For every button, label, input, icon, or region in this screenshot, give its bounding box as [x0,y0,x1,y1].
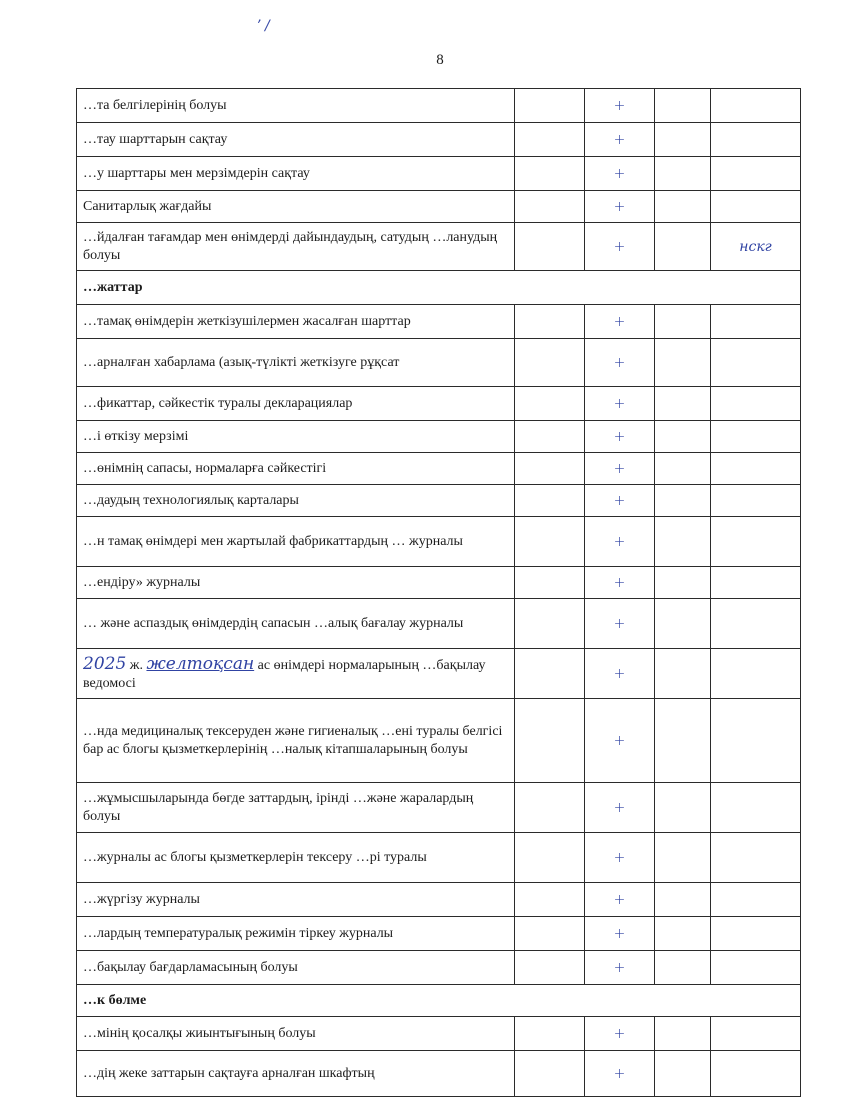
section-row [77,271,801,305]
row-text [77,649,515,699]
row-text [77,883,515,917]
row-text [77,833,515,883]
cell-empty [711,699,801,783]
cell-empty [711,191,801,223]
cell-empty [515,951,585,985]
row-label: Санитарлық жағдайы [83,198,212,214]
cell-empty [711,453,801,485]
table-row [77,223,801,271]
row-label: …арналған хабарлама (азық-түлікті жеткізуге рұқсат [83,354,400,370]
cell-empty [655,649,711,699]
row-label: ас өнімдері нормаларының …бақылау ведомосі [83,657,486,691]
cell-empty [655,917,711,951]
row-label: …даудың технологиялық карталары [83,492,299,508]
row-text [77,191,515,223]
cell-empty [655,387,711,421]
row-text [77,305,515,339]
check-mark: + [585,917,655,951]
table-row [77,951,801,985]
cell-empty [711,305,801,339]
table-row [77,157,801,191]
row-label: …к бөлме [83,992,147,1008]
row-text [77,1051,515,1097]
cell-empty [655,223,711,271]
row-text [77,699,515,783]
cell-empty [711,917,801,951]
table-row [77,485,801,517]
cell-empty [655,123,711,157]
row-label: …дің жеке заттарын сақтауға арналған шкафтың [83,1065,375,1081]
cell-empty [655,1051,711,1097]
row-label: …жаттар [83,279,143,295]
row-label: …нда медициналық тексеруден және гигиеналық …ені туралы белгісі бар ас блогы қызметкерлерінің …налық кітапшаларының болуы [83,723,503,757]
cell-empty [655,339,711,387]
check-mark: + [585,123,655,157]
cell-empty [711,339,801,387]
check-mark: + [585,339,655,387]
cell-empty [515,649,585,699]
cell-empty [655,485,711,517]
table-row [77,191,801,223]
cell-empty [711,883,801,917]
cell-empty [515,387,585,421]
table-row [77,783,801,833]
cell-empty [515,917,585,951]
cell-empty [711,485,801,517]
check-mark: + [585,453,655,485]
cell-empty [515,305,585,339]
row-label: …өнімнің сапасы, нормаларға сәйкестігі [83,460,327,476]
row-text [77,271,801,305]
table-row [77,883,801,917]
table-row [77,1051,801,1097]
row-label: … және аспаздық өнімдердің сапасын …алық бағалау журналы [83,615,464,631]
row-text [77,917,515,951]
table-row [77,339,801,387]
table-row [77,699,801,783]
cell-empty [711,599,801,649]
cell-empty [515,567,585,599]
cell-empty [655,157,711,191]
check-mark: + [585,305,655,339]
cell-empty [655,783,711,833]
row-text [77,339,515,387]
cell-empty [711,1017,801,1051]
cell-empty [711,123,801,157]
cell-empty [515,339,585,387]
cell-empty [711,421,801,453]
cell-empty [711,387,801,421]
table-row [77,649,801,699]
check-mark: + [585,833,655,883]
row-text [77,157,515,191]
row-label: …фикаттар, сәйкестік туралы декларациялар [83,395,353,411]
row-label: …бақылау бағдарламасының болуы [83,959,298,975]
row-text [77,985,801,1017]
handwritten-note: нскг [711,223,801,271]
table-row [77,1017,801,1051]
check-mark: + [585,421,655,453]
row-label: …жүргізу журналы [83,891,200,907]
table-row [77,421,801,453]
cell-empty [515,883,585,917]
check-mark: + [585,485,655,517]
cell-empty [515,223,585,271]
cell-empty [515,599,585,649]
row-text [77,951,515,985]
year-suffix: ж. [129,657,143,673]
row-text [77,387,515,421]
check-mark: + [585,1017,655,1051]
cell-empty [655,951,711,985]
cell-empty [515,833,585,883]
row-label: …тау шарттарын сақтау [83,131,228,147]
row-text [77,223,515,271]
cell-empty [655,517,711,567]
row-text [77,485,515,517]
table-row [77,387,801,421]
row-label: …лардың температуралық режимін тіркеу журналы [83,925,394,941]
check-mark: + [585,567,655,599]
table-row [77,917,801,951]
cell-empty [711,833,801,883]
row-text [77,517,515,567]
check-mark: + [585,223,655,271]
row-label: …йдалған тағамдар мен өнімдерді дайындаудың, сатудың …ланудың болуы [83,229,498,263]
check-mark: + [585,157,655,191]
cell-empty [515,517,585,567]
check-mark: + [585,649,655,699]
row-label: …тамақ өнімдерін жеткізушілермен жасалған шарттар [83,313,411,329]
check-mark: + [585,783,655,833]
check-mark: + [585,191,655,223]
check-mark: + [585,883,655,917]
cell-empty [655,305,711,339]
check-mark: + [585,387,655,421]
row-label: …і өткізу мерзімі [83,428,189,444]
cell-empty [515,89,585,123]
table-row [77,517,801,567]
cell-empty [711,951,801,985]
handwritten-month: желтоқсан [146,653,255,674]
cell-empty [655,833,711,883]
row-text [77,599,515,649]
row-text [77,89,515,123]
row-label: …ендіру» журналы [83,574,201,590]
row-label: …н тамақ өнімдері мен жартылай фабрикаттардың … журналы [83,533,463,549]
table-row [77,453,801,485]
table-row [77,123,801,157]
cell-empty [655,453,711,485]
row-text [77,453,515,485]
cell-empty [711,567,801,599]
row-label: …у шарттары мен мерзімдерін сақтау [83,165,310,181]
cell-empty [711,157,801,191]
cell-empty [515,191,585,223]
cell-empty [655,883,711,917]
handwritten-mark: ’ / [256,18,270,34]
cell-empty [655,89,711,123]
row-text [77,783,515,833]
page-number: 8 [436,52,444,68]
check-mark: + [585,517,655,567]
cell-empty [655,1017,711,1051]
cell-empty [515,485,585,517]
check-mark: + [585,89,655,123]
cell-empty [655,191,711,223]
row-text [77,1017,515,1051]
table-row [77,833,801,883]
cell-empty [655,567,711,599]
checklist-table [76,88,801,1097]
cell-empty [515,1051,585,1097]
row-label: …жұмысшыларында бөгде заттардың, ірінді …және жаралардың болуы [83,790,474,824]
cell-empty [515,1017,585,1051]
section-row [77,985,801,1017]
cell-empty [711,517,801,567]
cell-empty [515,123,585,157]
cell-empty [711,89,801,123]
table-row [77,305,801,339]
cell-empty [711,1051,801,1097]
table-row [77,89,801,123]
row-label: …та белгілерінің болуы [83,97,227,113]
check-mark: + [585,1051,655,1097]
cell-empty [515,157,585,191]
cell-empty [711,649,801,699]
check-mark: + [585,951,655,985]
handwritten-year: 2025 [83,653,127,674]
check-mark: + [585,699,655,783]
row-label: …мінің қосалқы жиынтығының болуы [83,1025,316,1041]
cell-empty [515,421,585,453]
cell-empty [655,699,711,783]
cell-empty [711,783,801,833]
table-row [77,599,801,649]
cell-empty [515,453,585,485]
cell-empty [515,783,585,833]
table-row [77,567,801,599]
row-text [77,123,515,157]
row-text [77,567,515,599]
cell-empty [515,699,585,783]
row-text [77,421,515,453]
cell-empty [655,599,711,649]
check-mark: + [585,599,655,649]
row-label: …журналы ас блогы қызметкерлерін тексеру …рі туралы [83,849,427,865]
cell-empty [655,421,711,453]
